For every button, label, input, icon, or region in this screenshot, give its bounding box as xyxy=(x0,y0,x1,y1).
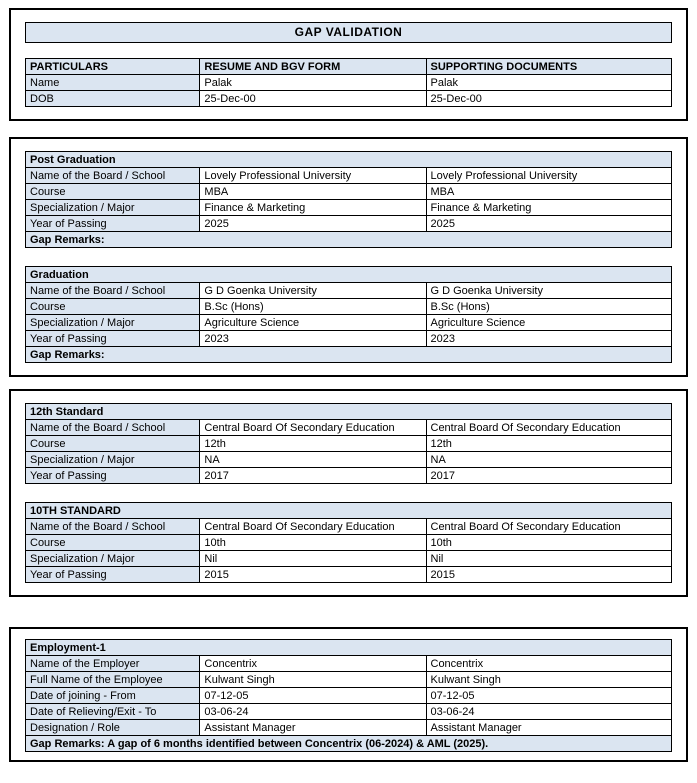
supporting-value-cell: G D Goenka University xyxy=(426,283,672,299)
section-title: Post Graduation xyxy=(26,152,672,168)
supporting-value-cell: Nil xyxy=(426,551,672,567)
row-label-cell: Specialization / Major xyxy=(26,315,200,331)
table-row xyxy=(26,75,672,91)
gap-remarks-row xyxy=(26,736,672,752)
resume-value-cell: 10th xyxy=(200,535,426,551)
table-row xyxy=(26,468,672,484)
resume-value-cell: Central Board Of Secondary Education xyxy=(200,420,426,436)
row-label-cell: Course xyxy=(26,184,200,200)
table-row xyxy=(26,216,672,232)
resume-value-cell: 2017 xyxy=(200,468,426,484)
row-label-cell: Date of Relieving/Exit - To xyxy=(26,704,200,720)
resume-value-cell: Concentrix xyxy=(200,656,426,672)
post-graduation-table xyxy=(25,151,672,248)
supporting-value-cell: Agriculture Science xyxy=(426,315,672,331)
resume-value-cell: NA xyxy=(200,452,426,468)
resume-value-cell: Finance & Marketing xyxy=(200,200,426,216)
twelfth-standard-table xyxy=(25,403,672,484)
resume-value-cell: B.Sc (Hons) xyxy=(200,299,426,315)
row-label-cell: Full Name of the Employee xyxy=(26,672,200,688)
resume-value-cell: Agriculture Science xyxy=(200,315,426,331)
higher-education-block xyxy=(9,137,688,377)
table-header-row xyxy=(26,59,672,75)
supporting-value-cell: 07-12-05 xyxy=(426,688,672,704)
row-label-cell: Designation / Role xyxy=(26,720,200,736)
table-row xyxy=(26,535,672,551)
resume-value-cell: 25-Dec-00 xyxy=(200,91,426,107)
section-header-row xyxy=(26,503,672,519)
table-row xyxy=(26,420,672,436)
gap-remarks-row xyxy=(26,347,672,363)
table-row xyxy=(26,704,672,720)
particulars-table xyxy=(25,58,672,107)
employment-table xyxy=(25,639,672,752)
resume-value-cell: 07-12-05 xyxy=(200,688,426,704)
page-title: GAP VALIDATION xyxy=(25,22,672,43)
table-row xyxy=(26,200,672,216)
row-label-cell: Specialization / Major xyxy=(26,452,200,468)
supporting-value-cell: Finance & Marketing xyxy=(426,200,672,216)
table-row xyxy=(26,315,672,331)
school-education-block xyxy=(9,389,688,597)
section-title: 12th Standard xyxy=(26,404,672,420)
tenth-standard-table xyxy=(25,502,672,583)
supporting-value-cell: 25-Dec-00 xyxy=(426,91,672,107)
table-row xyxy=(26,91,672,107)
column-header-particulars: PARTICULARS xyxy=(26,59,200,75)
gap-remarks: Gap Remarks: xyxy=(26,232,672,248)
resume-value-cell: Assistant Manager xyxy=(200,720,426,736)
section-title: Graduation xyxy=(26,267,672,283)
supporting-value-cell: 10th xyxy=(426,535,672,551)
row-label-cell: Course xyxy=(26,535,200,551)
gap-remarks: Gap Remarks: A gap of 6 months identified between Concentrix (06-2024) & AML (2025). xyxy=(26,736,672,752)
table-row xyxy=(26,452,672,468)
table-row xyxy=(26,656,672,672)
resume-value-cell: 03-06-24 xyxy=(200,704,426,720)
gap-remarks: Gap Remarks: xyxy=(26,347,672,363)
row-label-cell: Year of Passing xyxy=(26,216,200,232)
employment-block xyxy=(9,627,688,762)
resume-value-cell: 12th xyxy=(200,436,426,452)
table-row xyxy=(26,672,672,688)
row-label-cell: Name of the Board / School xyxy=(26,519,200,535)
supporting-value-cell: Palak xyxy=(426,75,672,91)
row-label-cell: Course xyxy=(26,436,200,452)
section-header-row xyxy=(26,640,672,656)
resume-value-cell: Kulwant Singh xyxy=(200,672,426,688)
row-label-cell: Year of Passing xyxy=(26,567,200,583)
resume-value-cell: Central Board Of Secondary Education xyxy=(200,519,426,535)
table-row xyxy=(26,184,672,200)
section-header-row xyxy=(26,404,672,420)
supporting-value-cell: 12th xyxy=(426,436,672,452)
supporting-value-cell: MBA xyxy=(426,184,672,200)
resume-value-cell: 2025 xyxy=(200,216,426,232)
supporting-value-cell: Lovely Professional University xyxy=(426,168,672,184)
row-label-cell: Year of Passing xyxy=(26,331,200,347)
table-row xyxy=(26,168,672,184)
supporting-value-cell: Concentrix xyxy=(426,656,672,672)
supporting-value-cell: Assistant Manager xyxy=(426,720,672,736)
row-label-cell: Course xyxy=(26,299,200,315)
table-row xyxy=(26,283,672,299)
column-header-supporting: SUPPORTING DOCUMENTS xyxy=(426,59,672,75)
supporting-value-cell: NA xyxy=(426,452,672,468)
table-row xyxy=(26,567,672,583)
supporting-value-cell: Central Board Of Secondary Education xyxy=(426,420,672,436)
row-label-cell: Year of Passing xyxy=(26,468,200,484)
row-label-cell: Name of the Employer xyxy=(26,656,200,672)
row-label-cell: Specialization / Major xyxy=(26,551,200,567)
supporting-value-cell: 2017 xyxy=(426,468,672,484)
supporting-value-cell: Kulwant Singh xyxy=(426,672,672,688)
table-row xyxy=(26,331,672,347)
resume-value-cell: Lovely Professional University xyxy=(200,168,426,184)
section-title: 10TH STANDARD xyxy=(26,503,672,519)
resume-value-cell: 2015 xyxy=(200,567,426,583)
section-title: Employment-1 xyxy=(26,640,672,656)
supporting-value-cell: B.Sc (Hons) xyxy=(426,299,672,315)
resume-value-cell: 2023 xyxy=(200,331,426,347)
row-label-cell: Name of the Board / School xyxy=(26,283,200,299)
resume-value-cell: G D Goenka University xyxy=(200,283,426,299)
row-label-cell: Name of the Board / School xyxy=(26,168,200,184)
supporting-value-cell: 2023 xyxy=(426,331,672,347)
row-label-cell: Name of the Board / School xyxy=(26,420,200,436)
table-row xyxy=(26,519,672,535)
table-row xyxy=(26,299,672,315)
supporting-value-cell: 03-06-24 xyxy=(426,704,672,720)
row-label-cell: DOB xyxy=(26,91,200,107)
supporting-value-cell: Central Board Of Secondary Education xyxy=(426,519,672,535)
column-header-resume: RESUME AND BGV FORM xyxy=(200,59,426,75)
table-row xyxy=(26,436,672,452)
row-label-cell: Name xyxy=(26,75,200,91)
resume-value-cell: Palak xyxy=(200,75,426,91)
section-header-row xyxy=(26,152,672,168)
header-block xyxy=(9,8,688,121)
graduation-table xyxy=(25,266,672,363)
table-row xyxy=(26,688,672,704)
table-row xyxy=(26,551,672,567)
row-label-cell: Date of joining - From xyxy=(26,688,200,704)
supporting-value-cell: 2015 xyxy=(426,567,672,583)
supporting-value-cell: 2025 xyxy=(426,216,672,232)
table-row xyxy=(26,720,672,736)
resume-value-cell: Nil xyxy=(200,551,426,567)
resume-value-cell: MBA xyxy=(200,184,426,200)
row-label-cell: Specialization / Major xyxy=(26,200,200,216)
gap-remarks-row xyxy=(26,232,672,248)
section-header-row xyxy=(26,267,672,283)
